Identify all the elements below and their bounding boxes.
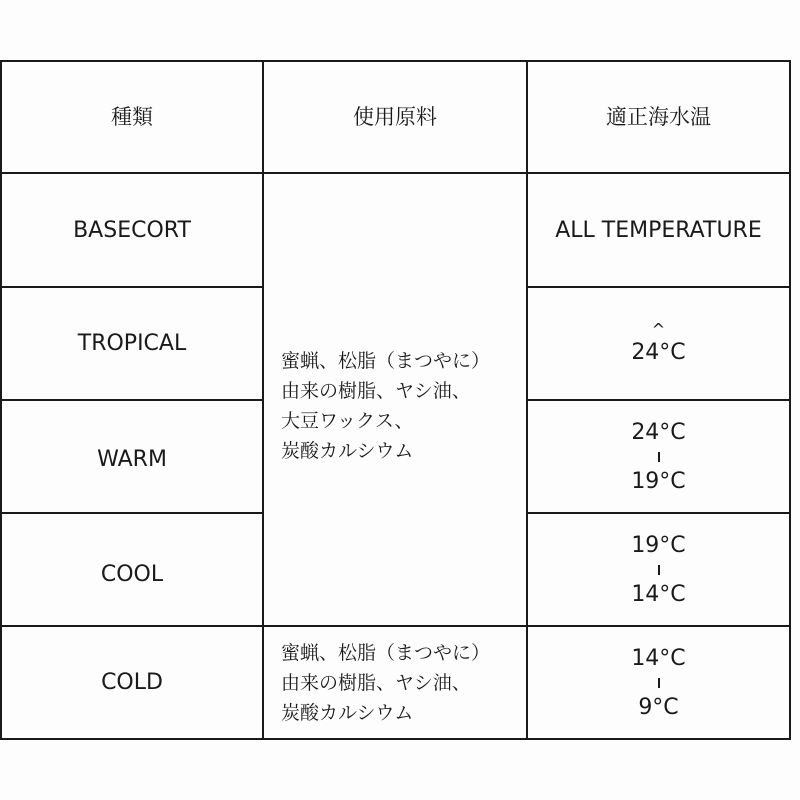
temp-value: 14°C <box>631 581 686 607</box>
header-type: 種類 <box>111 104 153 129</box>
type-warm: WARM <box>97 446 167 472</box>
temp-basecort: ALL TEMPERATURE <box>555 217 762 243</box>
materials-line: 炭酸カルシウム <box>281 439 414 462</box>
temp-warm <box>528 401 789 512</box>
above-caret-icon: ^ <box>651 320 666 339</box>
materials-line: 由来の樹脂、ヤシ油、 <box>281 379 471 402</box>
temp-cold <box>528 627 789 738</box>
materials-line: 大豆ワックス、 <box>281 409 414 432</box>
header-water-temp: 適正海水温 <box>606 104 711 129</box>
range-dash-icon <box>658 565 660 575</box>
temp-value: 19°C <box>631 468 686 494</box>
materials-line: 炭酸カルシウム <box>281 701 414 724</box>
range-dash-icon <box>658 452 660 462</box>
table-border-bottom <box>0 738 791 740</box>
type-cold: COLD <box>101 670 163 695</box>
materials-line: 蜜蝋、松脂（まつやに） <box>281 641 491 664</box>
type-cool: COOL <box>100 561 164 587</box>
type-basecort: BASECORT <box>73 217 191 243</box>
materials-line: 由来の樹脂、ヤシ油、 <box>281 671 471 694</box>
temp-cool <box>528 514 789 625</box>
temp-value: 9°C <box>638 694 679 720</box>
materials-line: 蜜蝋、松脂（まつやに） <box>281 349 491 372</box>
materials-cold <box>264 627 526 738</box>
temp-value: 19°C <box>631 532 686 558</box>
temp-value: 24°C <box>631 419 686 445</box>
temp-tropical <box>528 288 789 399</box>
materials-main <box>264 174 526 625</box>
wax-temperature-table <box>0 60 791 740</box>
range-dash-icon <box>658 678 660 688</box>
type-tropical: TROPICAL <box>77 331 187 356</box>
temp-value: 14°C <box>631 645 686 671</box>
temp-value: 24°C <box>631 340 686 365</box>
header-materials: 使用原料 <box>353 104 437 129</box>
